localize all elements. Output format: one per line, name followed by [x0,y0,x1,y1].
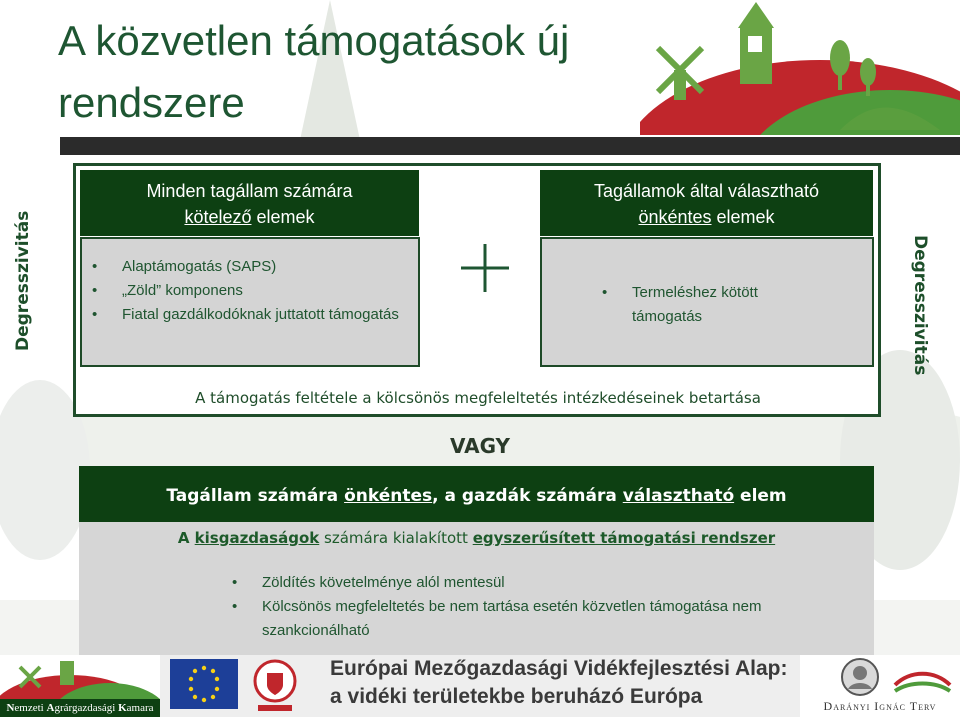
hungarian-seal-icon [250,657,300,715]
plus-icon [455,238,515,298]
small-farmers-list [232,571,792,643]
bullet-icon: • [92,258,98,275]
list-item: • Fiatal gazdálkodóknak juttatott támogatás [92,303,402,327]
voluntary-header [540,170,873,236]
voluntary-list [602,281,872,329]
nak-logo [0,655,160,717]
bullet-icon: • [602,284,608,301]
list-item: • Alaptámogatás (SAPS) [92,255,418,279]
small-farmers-header: Tagállam számára önkéntes, a gazdák számára választható elem [79,466,874,522]
footer [0,655,960,717]
bullet-icon: • [92,282,98,299]
condition-text: A támogatás feltétele a kölcsönös megfeleltetés intézkedéseinek betartása [195,389,761,407]
mandatory-list [92,255,418,327]
daranyi-logo-text: Darányi Ignác Terv [823,699,937,713]
list-item: • Kölcsönös megfeleltetés be nem tartása esetén közvetlen támogatása nem szankcionálható [232,595,792,643]
mandatory-header [80,170,419,236]
small-farmers-subtitle: A kisgazdaságok számára kialakított egyszerűsített támogatási rendszer [177,529,776,547]
nak-landscape-icon [0,655,160,699]
voluntary-header-line1: Tagállamok által választható [593,181,820,201]
nak-logo-text: Nemzeti Agrárgazdasági Kamara [0,699,160,717]
mandatory-header-line1: Minden tagállam számára [146,181,353,201]
bullet-icon: • [232,598,238,615]
eafrd-line-1: Európai Mezőgazdasági Vidékfejlesztési Alap: [330,657,788,680]
voluntary-header-rest: elemek [711,207,775,227]
portrait-icon [800,655,960,699]
bullet-icon: • [232,574,238,591]
mandatory-box [80,237,420,367]
degressivity-right-label: Degresszivitás [910,235,930,376]
eafrd-line-2: a vidéki területekbe beruházó Európa [330,685,703,708]
list-item: • Zöldítés követelménye alól mentesül [232,571,792,595]
page-title: A közvetlen támogatások új rendszere [58,17,570,126]
bullet-icon: • [92,306,98,323]
or-label: VAGY [449,434,511,458]
daranyi-logo [800,655,960,717]
degressivity-left-label: Degresszivitás [13,210,33,351]
landscape-logo [640,0,960,135]
divider-bar [60,137,960,155]
list-item: • Termeléshez kötött támogatás [602,281,832,329]
mandatory-header-rest: elemek [251,207,315,227]
eu-flag-icon [170,659,238,709]
voluntary-header-underlined: önkéntes [638,207,712,227]
voluntary-box [540,237,874,367]
list-item: • „Zöld” komponens [92,279,418,303]
mandatory-header-underlined: kötelező [184,207,252,227]
